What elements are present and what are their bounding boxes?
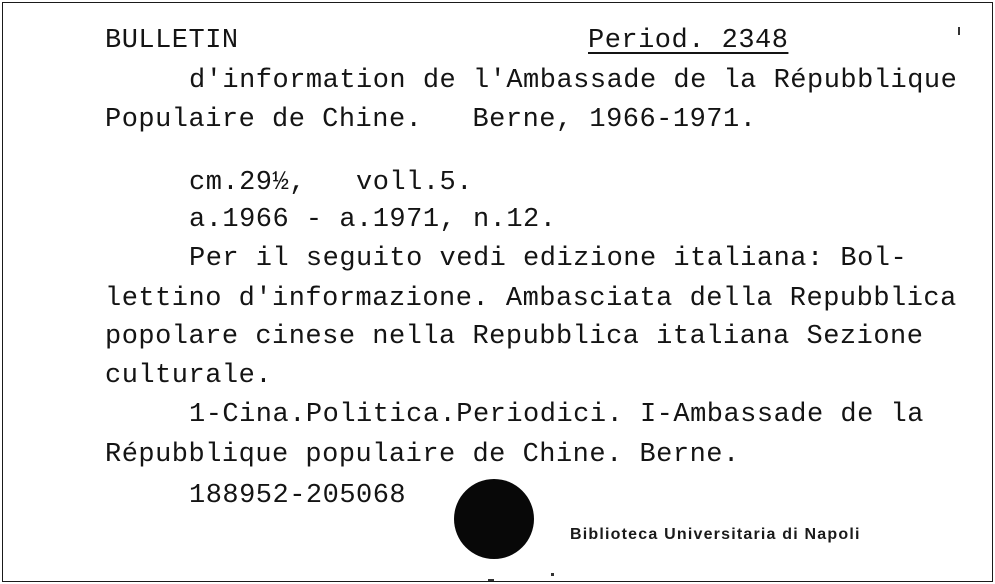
subject-line-2: Répubblique populaire de Chine. Berne.: [105, 440, 740, 470]
note-line-4: culturale.: [105, 361, 273, 391]
speck-mark: [551, 573, 554, 576]
note-line-2: lettino d'informazione. Ambasciata della Repubblica: [105, 284, 957, 314]
speck-mark: [958, 27, 960, 35]
physical-description-line: cm.29½, voll.5.: [189, 168, 473, 198]
description-line-1: d'information de l'Ambassade de la Répubblique: [189, 66, 958, 96]
card-title: BULLETIN: [105, 26, 239, 56]
inventory-numbers: 188952-205068: [189, 481, 407, 511]
catalog-card: [2, 2, 993, 582]
library-stamp: Biblioteca Universitaria di Napoli: [570, 526, 861, 543]
holdings-line: a.1966 - a.1971, n.12.: [189, 205, 557, 235]
description-line-2: Populaire de Chine. Berne, 1966-1971.: [105, 105, 757, 135]
subject-line-1: 1-Cina.Politica.Periodici. I-Ambassade de la: [189, 400, 924, 430]
speck-mark: [488, 579, 494, 581]
note-line-3: popolare cinese nella Repubblica italiana Sezione: [105, 322, 924, 352]
punch-hole: [454, 479, 534, 559]
note-line-1: Per il seguito vedi edizione italiana: Bol-: [189, 244, 908, 274]
shelfmark: Period. 2348: [588, 26, 789, 56]
